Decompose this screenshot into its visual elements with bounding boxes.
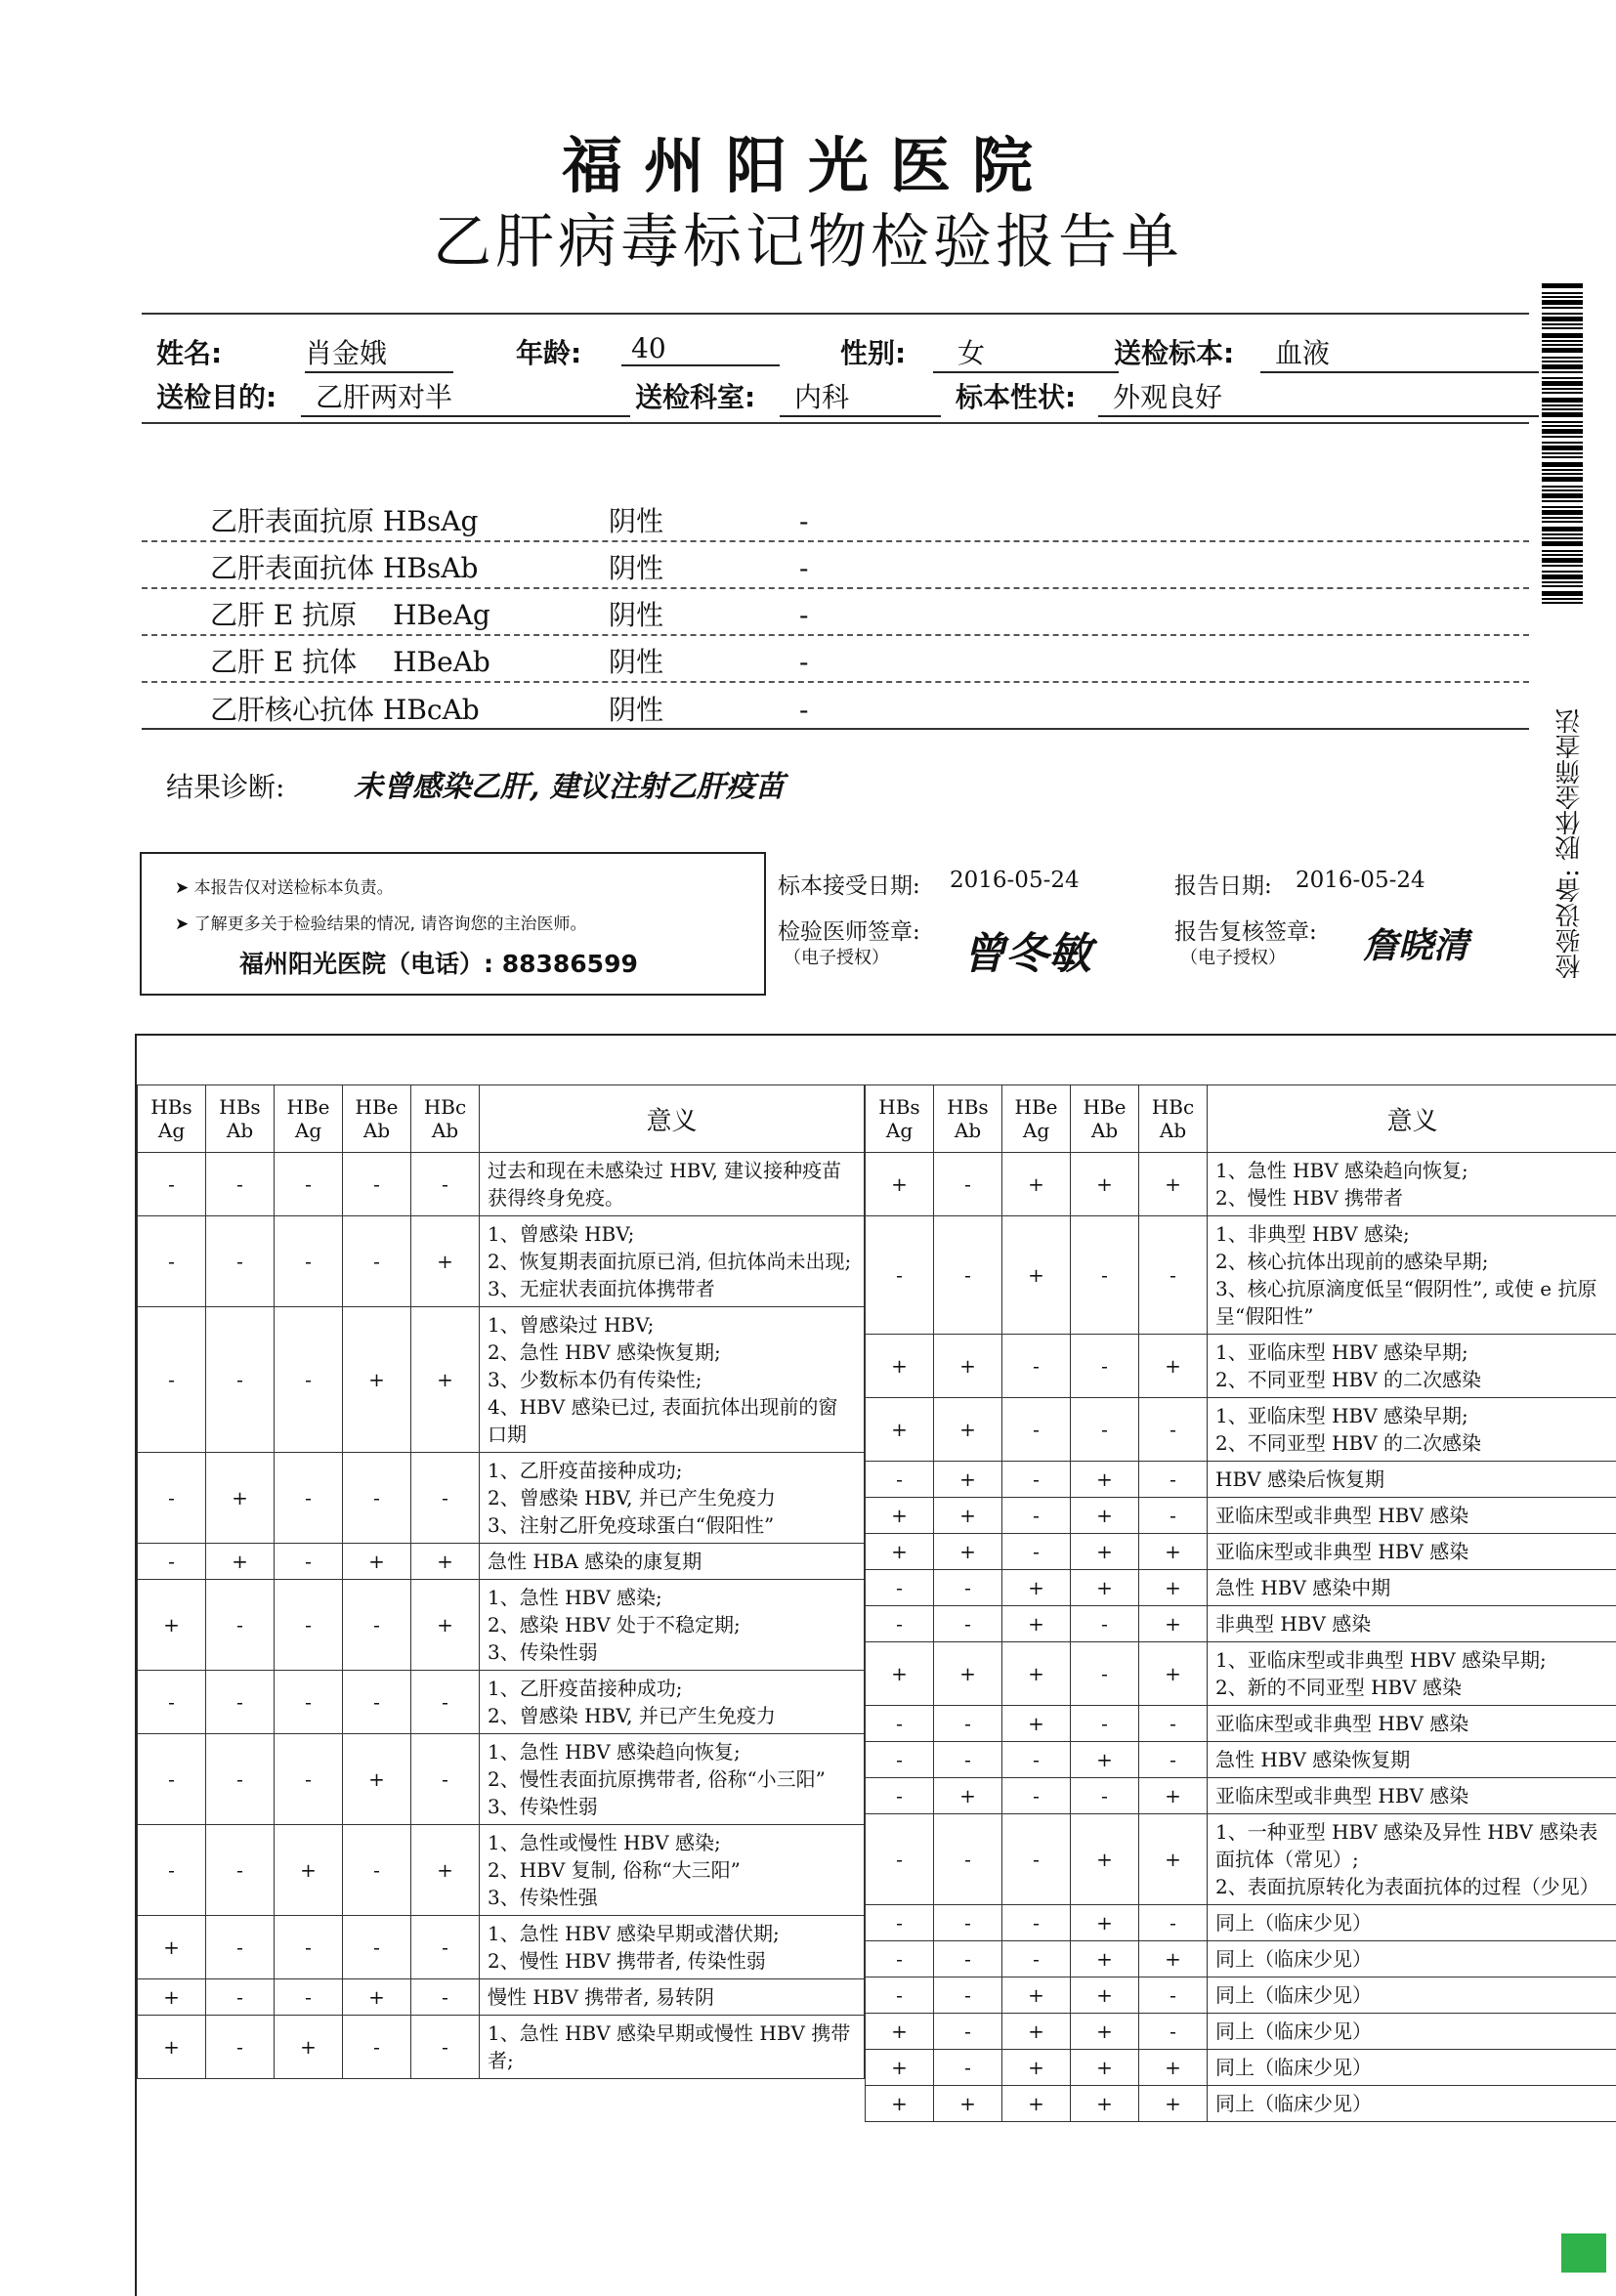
meaning-cell: 过去和现在未感染过 HBV, 建议接种疫苗获得终身免疫。 [480,1153,865,1216]
meaning-cell: 1、曾感染过 HBV; 2、急性 HBV 感染恢复期; 3、少数标本仍有传染性; 4、HBV 感染已过, 表面抗体出现前的窗口期 [480,1307,865,1453]
table-row [866,2086,1616,2122]
meaning-cell: 急性 HBV 感染恢复期 [1208,1742,1616,1778]
nature-value: 外观良好 [1098,376,1539,417]
marker-cell: + [866,1498,934,1534]
table-row [138,1825,865,1916]
report-title: 乙肝病毒标记物检验报告单 [0,195,1616,279]
table-row [866,1606,1616,1642]
purpose-label: 送检目的: [156,376,276,415]
marker-cell: - [343,1453,411,1544]
marker-cell: - [275,1544,343,1580]
marker-cell: - [1071,1398,1139,1462]
marker-cell: + [138,2016,206,2079]
marker-cell: - [934,1153,1002,1216]
marker-cell: - [1071,1778,1139,1814]
marker-cell: + [1139,1153,1208,1216]
marker-cell: + [275,1825,343,1916]
marker-cell: + [866,2086,934,2122]
marker-cell: - [1071,1606,1139,1642]
marker-cell: + [1071,1570,1139,1606]
meaning-cell: 亚临床型或非典型 HBV 感染 [1208,1498,1616,1534]
table-row [866,1398,1616,1462]
marker-cell: - [934,1905,1002,1941]
marker-cell: - [275,1153,343,1216]
meaning-cell: 1、亚临床型或非典型 HBV 感染早期; 2、新的不同亚型 HBV 感染 [1208,1642,1616,1706]
marker-cell: + [1071,1742,1139,1778]
table-row [866,1153,1616,1216]
marker-cell: - [1139,1462,1208,1498]
marker-cell: - [206,1580,275,1671]
diagnosis-label: 结果诊断: [166,766,284,805]
marker-cell: - [934,1706,1002,1742]
meaning-cell: 同上（临床少见） [1208,1977,1616,2014]
ref-header-left-2: HBe Ag [275,1085,343,1153]
marker-cell: - [343,1216,411,1307]
meaning-cell: HBV 感染后恢复期 [1208,1462,1616,1498]
hospital-name: 福州阳光医院 [0,117,1616,204]
marker-cell: - [138,1453,206,1544]
table-row [866,1814,1616,1905]
ref-header-left-1: HBs Ab [206,1085,275,1153]
meaning-cell: 同上（临床少见） [1208,1941,1616,1977]
marker-cell: - [866,1606,934,1642]
age-label: 年龄: [516,332,581,371]
dept-label: 送检科室: [635,376,755,415]
marker-cell: + [206,1453,275,1544]
marker-cell: + [934,1778,1002,1814]
marker-cell: + [1002,1570,1071,1606]
marker-cell: + [1139,1534,1208,1570]
table-row [866,2014,1616,2050]
marker-cell: + [1071,1977,1139,2014]
marker-cell: - [1002,1498,1071,1534]
marker-cell: + [206,1544,275,1580]
meaning-cell: 1、急性或慢性 HBV 感染; 2、HBV 复制, 俗称“大三阳” 3、传染性强 [480,1825,865,1916]
marker-cell: + [866,1642,934,1706]
sex-label: 性别: [840,332,906,371]
marker-cell: - [1002,1335,1071,1398]
marker-cell: - [411,1734,480,1825]
marker-cell: - [138,1307,206,1453]
ref-header-meaning: 意义 [1208,1085,1616,1153]
table-row [866,1335,1616,1398]
ref-header-left-0: HBs Ag [138,1085,206,1153]
marker-cell: - [275,1916,343,1979]
meaning-cell: 1、急性 HBV 感染; 2、感染 HBV 处于不稳定期; 3、传染性弱 [480,1580,865,1671]
marker-cell: - [1002,1905,1071,1941]
ref-header-right-0: HBs Ag [866,1085,934,1153]
marker-cell: - [206,1916,275,1979]
report-date: 2016-05-24 [1296,868,1425,893]
marker-cell: - [934,1941,1002,1977]
marker-cell: - [866,1216,934,1335]
patient-sex: 女 [933,332,1119,373]
marker-cell: - [1139,1742,1208,1778]
marker-cell: - [934,1570,1002,1606]
green-badge-icon [1561,2233,1606,2273]
marker-cell: + [866,2050,934,2086]
meaning-cell: 同上（临床少见） [1208,2086,1616,2122]
diagnosis-text: 未曾感染乙肝, 建议注射乙肝疫苗 [354,762,785,805]
marker-cell: - [275,1216,343,1307]
marker-cell: - [1002,1462,1071,1498]
table-row [138,1216,865,1307]
marker-cell: - [206,1825,275,1916]
meaning-cell: 1、亚临床型 HBV 感染早期; 2、不同亚型 HBV 的二次感染 [1208,1335,1616,1398]
notice-line-1: ➤ 本报告仅对送检标本负责。 [175,873,394,898]
review-label: 报告复核签章: [1174,914,1317,946]
table-row [866,1462,1616,1498]
marker-cell: - [934,1606,1002,1642]
marker-cell: + [1139,1814,1208,1905]
examiner-auth: （电子授权） [784,944,889,969]
ref-header-meaning: 意义 [480,1085,865,1153]
marker-cell: - [934,1742,1002,1778]
marker-cell: - [343,1671,411,1734]
marker-cell: - [206,1734,275,1825]
marker-cell: - [866,1814,934,1905]
marker-cell: - [411,1153,480,1216]
marker-cell: - [138,1153,206,1216]
marker-cell: - [866,1706,934,1742]
ref-header-right-3: HBe Ab [1071,1085,1139,1153]
marker-cell: - [343,1916,411,1979]
table-row [866,1216,1616,1335]
marker-cell: - [275,1580,343,1671]
marker-cell: - [206,1979,275,2016]
marker-cell: - [411,1671,480,1734]
table-row [866,1570,1616,1606]
marker-cell: - [206,2016,275,2079]
test-row: 乙肝核心抗体 HBcAb 阴性 - [210,689,808,728]
marker-cell: - [866,1742,934,1778]
marker-cell: + [934,1398,1002,1462]
meaning-cell: 亚临床型或非典型 HBV 感染 [1208,1706,1616,1742]
marker-cell: - [138,1216,206,1307]
marker-cell: - [866,1905,934,1941]
marker-cell: - [934,1977,1002,2014]
marker-cell: - [411,1916,480,1979]
marker-cell: + [1071,2086,1139,2122]
marker-cell: - [275,1671,343,1734]
table-row [866,1778,1616,1814]
marker-cell: + [866,1534,934,1570]
marker-cell: - [275,1979,343,2016]
ref-header-left-3: HBe Ab [343,1085,411,1153]
marker-cell: + [1071,1534,1139,1570]
equipment-label: 检验设备: 胶体金筛查法 [1552,708,1591,979]
marker-cell: + [1071,1462,1139,1498]
reference-table [135,1034,1616,2296]
marker-cell: - [1002,1534,1071,1570]
examiner-label: 检验医师签章: [778,914,920,946]
marker-cell: + [411,1580,480,1671]
marker-cell: + [1071,1814,1139,1905]
marker-cell: + [1002,1153,1071,1216]
examiner-signature: 曾冬敏 [962,918,1091,981]
table-row [866,2050,1616,2086]
marker-cell: - [866,1941,934,1977]
name-label: 姓名: [156,332,222,371]
marker-cell: + [138,1979,206,2016]
meaning-cell: 1、亚临床型 HBV 感染早期; 2、不同亚型 HBV 的二次感染 [1208,1398,1616,1462]
table-row [138,1153,865,1216]
marker-cell: + [1002,1977,1071,2014]
table-row [866,1941,1616,1977]
table-row [866,1977,1616,2014]
marker-cell: + [1071,1498,1139,1534]
report-date-label: 报告日期: [1174,868,1272,900]
marker-cell: - [1139,1905,1208,1941]
table-row [138,1580,865,1671]
ref-header-right-4: HBc Ab [1139,1085,1208,1153]
table-row [866,1905,1616,1941]
marker-cell: + [866,1398,934,1462]
meaning-cell: 1、乙肝疫苗接种成功; 2、曾感染 HBV, 并已产生免疫力 3、注射乙肝免疫球蛋白“假阳性” [480,1453,865,1544]
marker-cell: - [343,1153,411,1216]
marker-cell: + [1139,1606,1208,1642]
meaning-cell: 1、曾感染 HBV; 2、恢复期表面抗原已消, 但抗体尚未出现; 3、无症状表面抗体携带者 [480,1216,865,1307]
marker-cell: + [343,1979,411,2016]
meaning-cell: 同上（临床少见） [1208,2050,1616,2086]
marker-cell: + [411,1307,480,1453]
specimen-label: 送检标本: [1114,332,1234,371]
marker-cell: - [1139,1706,1208,1742]
marker-cell: - [1139,2014,1208,2050]
meaning-cell: 1、非典型 HBV 感染; 2、核心抗体出现前的感染早期; 3、核心抗原滴度低呈“假阴性”, 或使 e 抗原呈“假阳性” [1208,1216,1616,1335]
marker-cell: + [1139,1941,1208,1977]
notice-box [140,852,766,996]
marker-cell: + [1139,1335,1208,1398]
marker-cell: - [866,1570,934,1606]
purpose-value: 乙肝两对半 [301,376,630,417]
meaning-cell: 慢性 HBV 携带者, 易转阴 [480,1979,865,2016]
table-row [138,1671,865,1734]
marker-cell: + [1002,1606,1071,1642]
marker-cell: - [1002,1742,1071,1778]
marker-cell: - [343,2016,411,2079]
meaning-cell: 1、急性 HBV 感染趋向恢复; 2、慢性表面抗原携带者, 俗称“小三阳” 3、传染性弱 [480,1734,865,1825]
table-row [866,1534,1616,1570]
test-row: 乙肝 E 抗原 HBeAg 阴性 - [210,594,808,633]
marker-cell: + [866,1335,934,1398]
marker-cell: - [1002,1398,1071,1462]
table-row [866,1498,1616,1534]
nature-label: 标本性状: [956,376,1076,415]
marker-cell: - [275,1307,343,1453]
marker-cell: - [343,1580,411,1671]
hospital-contact: 福州阳光医院（电话）: 88386599 [239,945,638,980]
reference-table-right [865,1084,1616,2122]
marker-cell: + [934,1335,1002,1398]
table-row [138,1544,865,1580]
table-row [138,1916,865,1979]
marker-cell: - [1071,1642,1139,1706]
marker-cell: + [343,1307,411,1453]
marker-cell: + [1139,1570,1208,1606]
marker-cell: + [934,1642,1002,1706]
marker-cell: + [1139,2086,1208,2122]
marker-cell: - [275,1734,343,1825]
meaning-cell: 1、急性 HBV 感染早期或慢性 HBV 携带者; [480,2016,865,2079]
marker-cell: - [138,1671,206,1734]
meaning-cell: 亚临床型或非典型 HBV 感染 [1208,1534,1616,1570]
patient-age: 40 [621,332,780,366]
marker-cell: + [934,1462,1002,1498]
meaning-cell: 1、急性 HBV 感染趋向恢复; 2、慢性 HBV 携带者 [1208,1153,1616,1216]
marker-cell: - [206,1671,275,1734]
marker-cell: - [934,1814,1002,1905]
marker-cell: + [1139,1778,1208,1814]
marker-cell: - [138,1825,206,1916]
meaning-cell: 同上（临床少见） [1208,1905,1616,1941]
patient-name: 肖金娥 [305,332,453,373]
marker-cell: + [934,2086,1002,2122]
marker-cell: - [1139,1398,1208,1462]
table-row [138,1734,865,1825]
marker-cell: + [411,1544,480,1580]
marker-cell: + [1071,2050,1139,2086]
review-signature: 詹晓清 [1363,918,1468,968]
marker-cell: + [1139,2050,1208,2086]
barcode-graphic [1542,283,1583,643]
table-row [138,1307,865,1453]
table-row [138,1979,865,2016]
marker-cell: + [275,2016,343,2079]
marker-cell: - [866,1462,934,1498]
dept-value: 内科 [780,376,941,417]
marker-cell: + [1071,1941,1139,1977]
marker-cell: + [934,1498,1002,1534]
marker-cell: + [1002,2050,1071,2086]
marker-cell: + [866,1153,934,1216]
marker-cell: + [138,1916,206,1979]
table-row [866,1742,1616,1778]
meaning-cell: 急性 HBA 感染的康复期 [480,1544,865,1580]
test-row: 乙肝表面抗体 HBsAb 阴性 - [210,547,808,586]
meaning-cell: 1、急性 HBV 感染早期或潜伏期; 2、慢性 HBV 携带者, 传染性弱 [480,1916,865,1979]
marker-cell: - [206,1216,275,1307]
marker-cell: - [411,2016,480,2079]
meaning-cell: 非典型 HBV 感染 [1208,1606,1616,1642]
marker-cell: - [138,1544,206,1580]
meaning-cell: 同上（临床少见） [1208,2014,1616,2050]
received-date-label: 标本接受日期: [778,868,920,900]
marker-cell: + [1139,1642,1208,1706]
marker-cell: - [411,1453,480,1544]
marker-cell: - [275,1453,343,1544]
marker-cell: - [1071,1706,1139,1742]
marker-cell: + [1002,2086,1071,2122]
marker-cell: + [343,1544,411,1580]
marker-cell: - [1139,1977,1208,2014]
marker-cell: - [1139,1216,1208,1335]
marker-cell: - [411,1979,480,2016]
marker-cell: - [866,1977,934,2014]
marker-cell: - [343,1825,411,1916]
test-row: 乙肝表面抗原 HBsAg 阴性 - [210,500,808,539]
ref-header-right-2: HBe Ag [1002,1085,1071,1153]
marker-cell: + [1071,1905,1139,1941]
marker-cell: + [1071,2014,1139,2050]
marker-cell: - [934,1216,1002,1335]
marker-cell: + [138,1580,206,1671]
marker-cell: - [934,2050,1002,2086]
marker-cell: - [934,2014,1002,2050]
marker-cell: - [1071,1216,1139,1335]
meaning-cell: 1、一种亚型 HBV 感染及异性 HBV 感染表面抗体（常见）; 2、表面抗原转化为表面抗体的过程（少见） [1208,1814,1616,1905]
test-row: 乙肝 E 抗体 HBeAb 阴性 - [210,641,808,680]
marker-cell: + [1002,1216,1071,1335]
review-auth: （电子授权） [1180,944,1286,969]
marker-cell: + [866,2014,934,2050]
marker-cell: - [206,1153,275,1216]
table-row [138,1453,865,1544]
table-row [866,1642,1616,1706]
ref-header-right-1: HBs Ab [934,1085,1002,1153]
marker-cell: + [1002,1642,1071,1706]
meaning-cell: 急性 HBV 感染中期 [1208,1570,1616,1606]
notice-line-2: ➤ 了解更多关于检验结果的情况, 请咨询您的主治医师。 [175,910,586,934]
marker-cell: + [343,1734,411,1825]
received-date: 2016-05-24 [950,868,1080,893]
ref-header-left-4: HBc Ab [411,1085,480,1153]
marker-cell: + [411,1216,480,1307]
marker-cell: + [934,1534,1002,1570]
marker-cell: - [1071,1335,1139,1398]
marker-cell: - [866,1778,934,1814]
specimen-value: 血液 [1260,332,1539,373]
reference-table-left [137,1084,865,2079]
meaning-cell: 亚临床型或非典型 HBV 感染 [1208,1778,1616,1814]
marker-cell: + [411,1825,480,1916]
marker-cell: + [1002,1706,1071,1742]
meaning-cell: 1、乙肝疫苗接种成功; 2、曾感染 HBV, 并已产生免疫力 [480,1671,865,1734]
marker-cell: - [1002,1941,1071,1977]
marker-cell: - [1002,1778,1071,1814]
marker-cell: + [1002,2014,1071,2050]
marker-cell: + [1071,1153,1139,1216]
table-row [138,2016,865,2079]
marker-cell: - [1139,1498,1208,1534]
marker-cell: - [1002,1814,1071,1905]
marker-cell: - [206,1307,275,1453]
table-row [866,1706,1616,1742]
marker-cell: - [138,1734,206,1825]
